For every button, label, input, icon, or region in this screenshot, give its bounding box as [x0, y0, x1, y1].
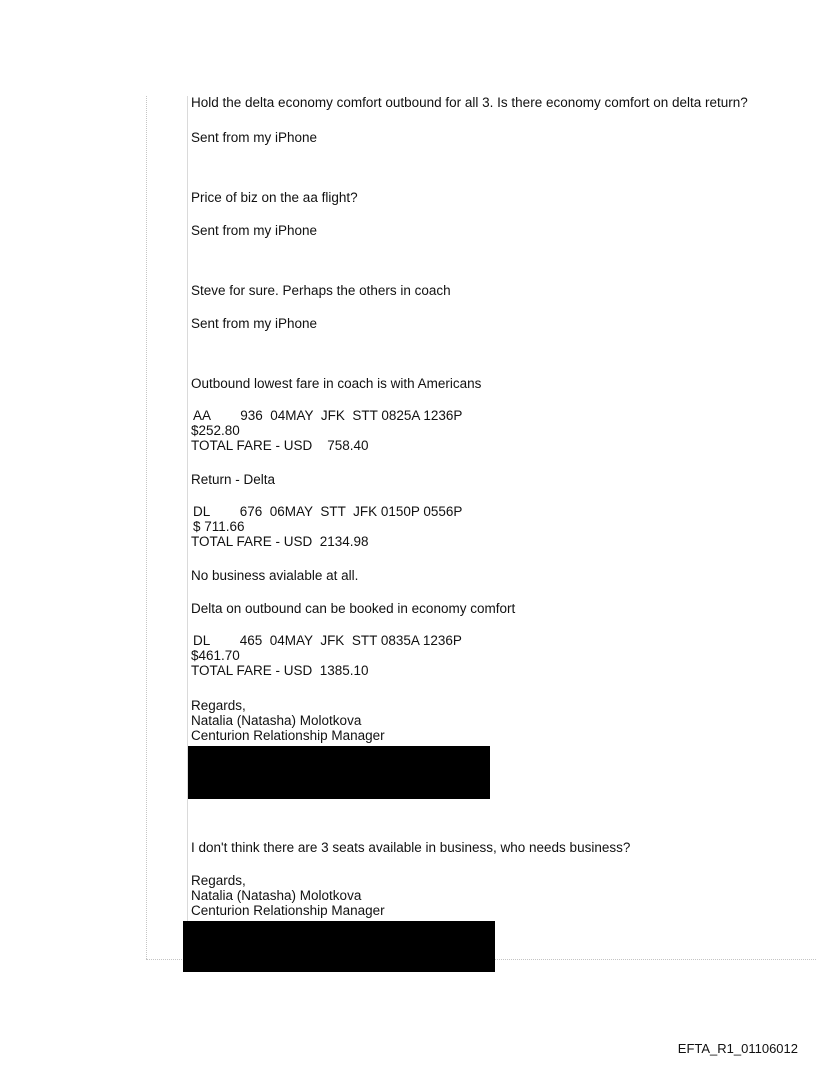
flight-line-dl-676: DL 676 06MAY STT JFK 0150P 0556P [193, 504, 463, 519]
flight-line-dl-465: DL 465 04MAY JFK STT 0835A 1236P [193, 633, 462, 648]
flight-total-dl-465: TOTAL FARE - USD 1385.10 [191, 663, 369, 678]
message-1-body: Hold the delta economy comfort outbound for all 3. Is there economy comfort on delta return? [191, 95, 748, 110]
signoff-title: Centurion Relationship Manager [191, 903, 385, 918]
message-5-body: I don't think there are 3 seats available in business, who needs business? [191, 840, 631, 855]
quote-border-inner [187, 96, 188, 959]
no-business-note: No business avialable at all. [191, 568, 359, 583]
message-1-signature: Sent from my iPhone [191, 130, 318, 145]
delta-comfort-note: Delta on outbound can be booked in economy comfort [191, 601, 516, 616]
signoff-name: Natalia (Natasha) Molotkova [191, 888, 362, 903]
flight-fare-aa-936: $252.80 [191, 423, 240, 438]
quote-border-outer [146, 96, 147, 959]
document-id: EFTA_R1_01106012 [677, 1041, 798, 1056]
message-3-body: Steve for sure. Perhaps the others in coach [191, 283, 451, 298]
signoff-title: Centurion Relationship Manager [191, 728, 385, 743]
flight-fare-dl-676: $ 711.66 [193, 519, 245, 534]
flight-total-aa-936: TOTAL FARE - USD 758.40 [191, 438, 369, 453]
flight-line-aa-936: AA 936 04MAY JFK STT 0825A 1236P [193, 408, 463, 423]
message-2-body: Price of biz on the aa flight? [191, 190, 358, 205]
signoff-name: Natalia (Natasha) Molotkova [191, 713, 362, 728]
message-3-signature: Sent from my iPhone [191, 316, 318, 331]
signoff-regards: Regards, [191, 873, 246, 888]
return-heading: Return - Delta [191, 472, 276, 487]
flight-total-dl-676: TOTAL FARE - USD 2134.98 [191, 534, 369, 549]
message-2-signature: Sent from my iPhone [191, 223, 318, 238]
fare-intro: Outbound lowest fare in coach is with Americans [191, 376, 482, 391]
redaction-block [183, 921, 495, 972]
redaction-block [188, 746, 490, 799]
flight-fare-dl-465: $461.70 [191, 648, 240, 663]
signoff-regards: Regards, [191, 698, 246, 713]
